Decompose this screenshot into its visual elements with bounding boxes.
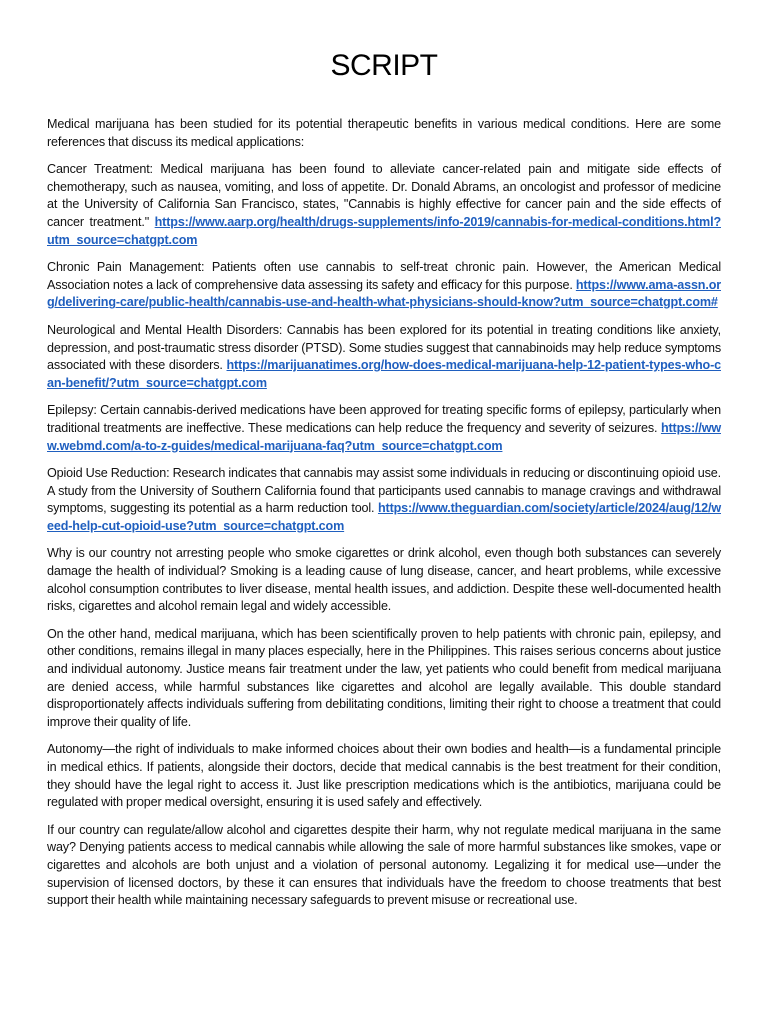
- paragraph-neurological: [47, 322, 721, 392]
- paragraph-epilepsy: [47, 402, 721, 455]
- paragraph-chronic-pain: [47, 259, 721, 312]
- paragraph-text: Medical marijuana has been studied for its potential therapeutic benefits in various medical conditions. Here are some references that discuss its medical applications:: [47, 117, 721, 149]
- paragraph-cancer-treatment: [47, 161, 721, 249]
- paragraph-autonomy: [47, 741, 721, 811]
- paragraph-intro: [47, 116, 721, 151]
- reference-link-aarp[interactable]: https://www.aarp.org/health/drugs-supplements/info-2019/cannabis-for-medical-conditions.html?utm_source=chatgpt.com: [47, 214, 721, 247]
- paragraph-why-not-arresting: [47, 545, 721, 615]
- paragraph-text: Chronic Pain Management: Patients often use cannabis to self-treat chronic pain. However, the American Medical Association notes a lack of comprehensive data assessing its safety and efficacy for this purpose.: [47, 260, 721, 292]
- paragraph-opioid: [47, 465, 721, 535]
- reference-link-guardian[interactable]: https://www.theguardian.com/society/article/2024/aug/12/weed-help-cut-opioid-use?utm_source=chatgpt.com: [47, 501, 721, 533]
- page-title: SCRIPT: [330, 49, 438, 82]
- paragraph-text: Neurological and Mental Health Disorders: Cannabis has been explored for its potential in treating conditions like anxiety, depression, and post-traumatic stress disorder (PTSD). Some studies suggest that cannabinoids may help reduce symptoms associated with these disorders.: [47, 322, 721, 373]
- paragraph-text: Opioid Use Reduction: Research indicates that cannabis may assist some individuals in reducing or discontinuing opioid use. A study from the University of Southern California found that participants used cannabis to manage cravings and withdrawal symptoms, suggesting its potential as a harm reduction tool.: [47, 466, 721, 516]
- reference-link-ama[interactable]: https://www.ama-assn.org/delivering-care/public-health/cannabis-use-and-health-what-physicians-should-know?utm_source=chatgpt.com#: [47, 277, 721, 310]
- paragraph-text: Cancer Treatment: Medical marijuana has been found to alleviate cancer-related pain and mitigate side effects of chemotherapy, such as nausea, vomiting, and loss of appetite. Dr. Donald Abrams, an oncologist and professor of medicine at the University of California San Francisco, states, "Cannabis is highly effective for cancer pain and the side effects of cancer treatment.": [47, 162, 721, 229]
- reference-link-webmd[interactable]: https://www.webmd.com/a-to-z-guides/medical-marijuana-faq?utm_source=chatgpt.com: [47, 420, 721, 453]
- paragraph-text: Epilepsy: Certain cannabis-derived medications have been approved for treating specific forms of epilepsy, particularly when traditional treatments are ineffective. These medications can help reduce the frequency and severity of seizures.: [47, 403, 721, 435]
- document-body: [47, 116, 721, 920]
- paragraph-text: Why is our country not arresting people who smoke cigarettes or drink alcohol, even though both substances can severely damage the health of individual? Smoking is a leading cause of lung disease, cancer, and heart problems, while excessive alcohol consumption contributes to liver disease, mental health issues, and addiction. Despite these well-documented health risks, cigarettes and alcohol remain legal and widely accessible.: [47, 546, 721, 614]
- paragraph-text: If our country can regulate/allow alcohol and cigarettes despite their harm, why not regulate medical marijuana in the same way? Denying patients access to medical cannabis while allowing the sale of more harmful substances like smokes, vape or cigarettes and alcohols are both unjust and a violation of personal autonomy. Legalizing it for medical use—under the supervision of licensed doctors, by these it can ensures that individuals have the freedom to choose treatments that best support their health while maintaining necessary safeguards to prevent misuse or recreational use.: [47, 822, 721, 908]
- paragraph-text: On the other hand, medical marijuana, which has been scientifically proven to help patients with chronic pain, epilepsy, and other conditions, remains illegal in many places especially, here in the Philippines. This raises serious concerns about justice and individual autonomy. Justice means fair treatment under the law, yet patients who could benefit from medical marijuana are denied access, while harmful substances like cigarettes and alcohol are legally available. This double standard disproportionately affects individuals suffering from debilitating conditions, limiting their right to choose a treatment that could improve their quality of life.: [47, 626, 721, 729]
- paragraph-text: Autonomy—the right of individuals to make informed choices about their own bodies and health—is a fundamental principle in medical ethics. If patients, alongside their doctors, decide that medical cannabis is the best treatment for their condition, they should have the legal right to access it. Just like prescription medications which is the antibiotics, marijuana could be regulated with proper medical oversight, ensuring it is used safely and effectively.: [47, 742, 721, 810]
- paragraph-conclusion: [47, 822, 721, 910]
- paragraph-justice: [47, 626, 721, 732]
- reference-link-marijuanatimes[interactable]: https://marijuanatimes.org/how-does-medical-marijuana-help-12-patient-types-who-can-benefit/?utm_source=chatgpt.com: [47, 358, 721, 390]
